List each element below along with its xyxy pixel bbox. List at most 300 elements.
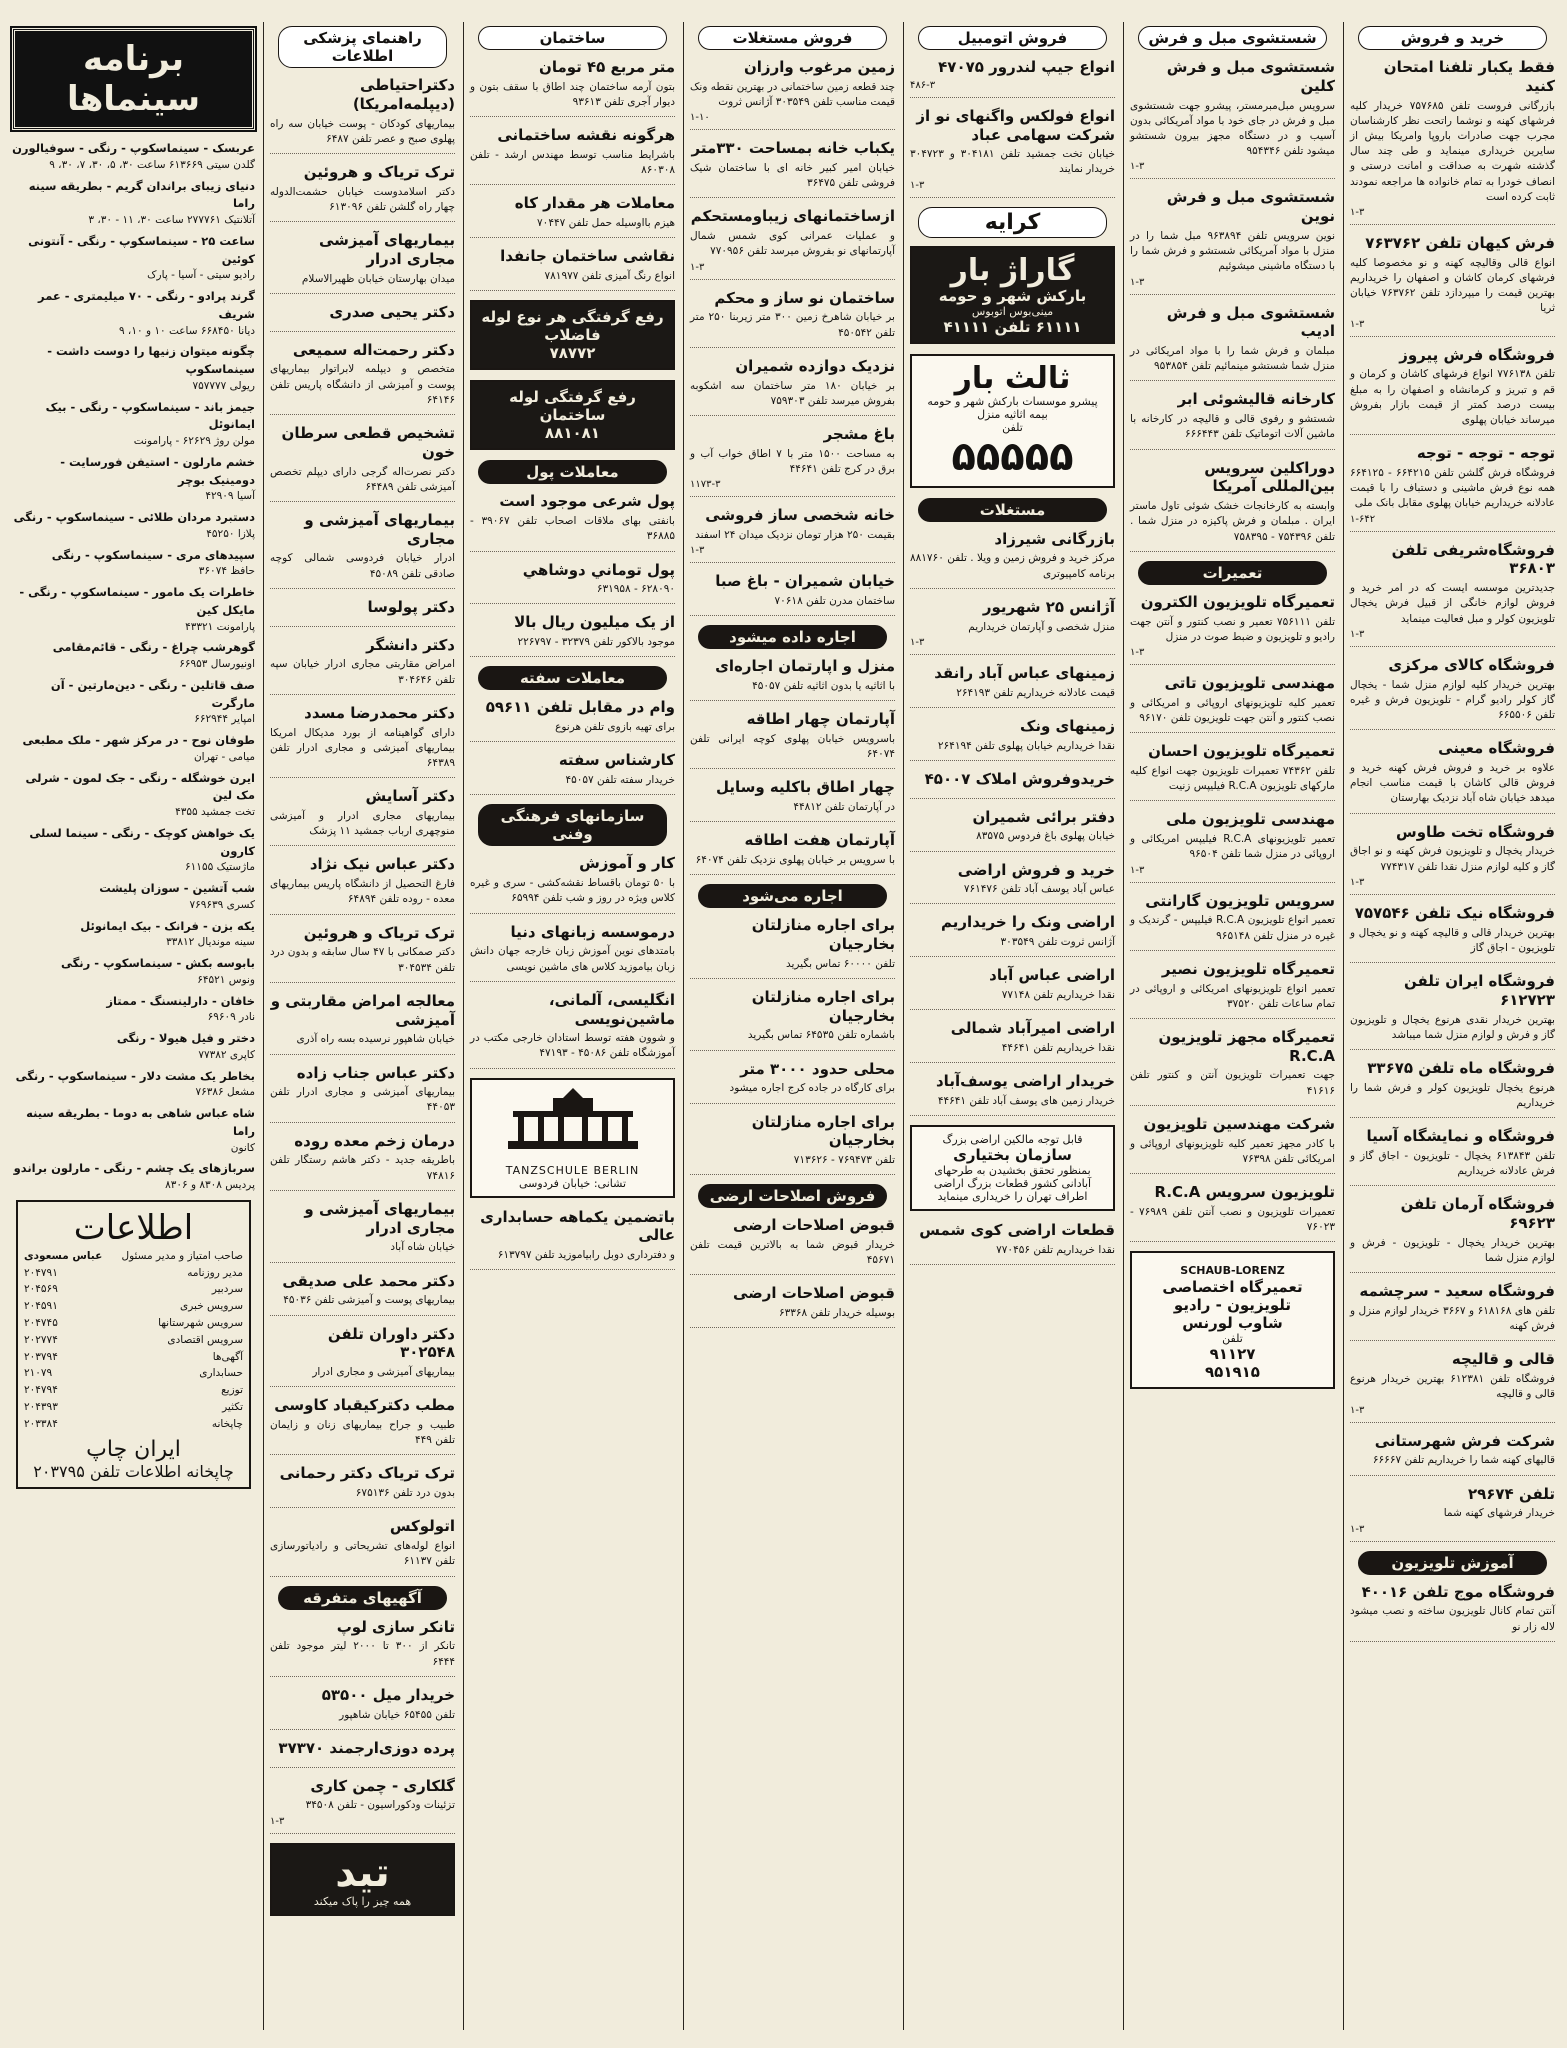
ad-body: چند قطعه زمین ساختمانی در بهترین نقطه ونک قیمت مناسب تلفن ۳۰۳۵۴۹ آژانس ثروت: [690, 80, 895, 108]
bakhtiari-name: سازمان بختیاری: [953, 1146, 1072, 1165]
ad-code: ۱-۳: [1350, 318, 1365, 330]
movie-title: خشم مارلون - استیفن فورسایت - دومینیک بوچر: [60, 454, 255, 487]
ad: [1350, 656, 1555, 730]
cinema-entry: [12, 1068, 255, 1102]
movie-title: خافان - دارلینسنگ - ممتاز: [106, 993, 255, 1008]
staff-row: [24, 1248, 243, 1265]
movie-showtimes: میامی - تهران: [193, 750, 255, 763]
staff-phone: ۲۰۴۵۶۹: [24, 1283, 58, 1296]
ad-body: باسرویس خیابان پهلوی کوچه ایرانی تلفن ۶۴۰۷۴: [690, 732, 895, 760]
movie-showtimes: پارامونت ۴۳۳۲۱: [185, 620, 255, 633]
ads-list: [690, 916, 895, 1175]
ettelaat-box: [16, 1200, 251, 1489]
ad-body: بانفتی بهای ملاقات اصحاب تلفن ۳۹۰۶۷ - ۳۶۸۸۵: [470, 515, 675, 543]
staff-role: حسابداری: [199, 1367, 243, 1380]
ad: [1350, 346, 1555, 436]
ad-title: مهندسی تلویزیون ملی: [1166, 810, 1335, 829]
ad-body: خیابان پهلوی باغ فردوس ۸۳۵۷۵: [976, 830, 1115, 843]
ad-body: آژانس ثروت تلفن ۳۰۳۵۴۹: [1000, 936, 1115, 949]
ad-title: زمینهای ونک: [1020, 716, 1115, 735]
ad-code: ۱-۳: [270, 1815, 285, 1827]
ad-body: تزئینات ودکوراسیون - تلفن ۳۴۵۰۸: [305, 1799, 455, 1812]
ad-code: ۱-۳: [690, 545, 705, 557]
ads-list: [270, 76, 455, 1577]
brand-phone1: ۹۱۱۲۷: [1209, 1345, 1256, 1364]
movie-showtimes: مولن روژ ۶۲۶۲۹ - پارامونت: [133, 435, 255, 447]
ad-title: فروشگاه فرش پیروز: [1399, 345, 1555, 364]
ad: [910, 1019, 1115, 1063]
ad-title: گلکاری - چمن کاری: [310, 1776, 455, 1795]
ads-list: [470, 854, 675, 1068]
ad: [1130, 742, 1335, 801]
ad: [1350, 739, 1555, 813]
ad: [470, 58, 675, 117]
ad-title: فرش کیهان تلفن ۷۶۳۷۶۲: [1365, 234, 1555, 253]
staff-row: [24, 1382, 243, 1399]
garage-line2: مینی‌بوس اتوبوس: [971, 304, 1054, 318]
ad-body: خیابان امیر کبیر خانه ای با ساختمان شیک فروشی تلفن ۳۶۴۷۵: [690, 161, 895, 190]
ad-title: خریدوفروش املاک ۴۵۰۰۷: [924, 769, 1115, 788]
ad: [690, 207, 895, 279]
ad: [1130, 593, 1335, 665]
movie-title: سربازهای یک چشم - رنگی - مارلون براندو: [13, 1161, 255, 1176]
ad-code: ۱-۳: [910, 179, 925, 191]
ad-body: تلفن ۶۱۳۸۴۳ یخچال - تلویزیون - اجاق گاز و فرش عادلانه خریداریم: [1350, 1149, 1555, 1178]
ad: [270, 1200, 455, 1263]
ad-title: از یک میلیون ریال بالا: [514, 613, 675, 632]
ad-body: فروشگاه فرش گلشن تلفن ۶۶۴۲۱۵ - ۶۶۴۱۲۵ همه نوع فرش ماشینی و دستباف را با قیمت عادلانه خریداریم خیابان پهلوی مقابل بانک ملی: [1350, 467, 1556, 510]
ad-title: دکتر یحیی صدری: [329, 302, 455, 321]
ad: [1350, 1282, 1555, 1341]
ad-body: و شوون هفته توسط استادان خارجی مکتب در آموزشگاه تلفن ۴۵۰۸۶ - ۴۷۱۹۳: [470, 1032, 675, 1060]
ad: [910, 770, 1115, 799]
ad-body: نقدا خریداریم تلفن ۷۷۱۴۸: [1001, 989, 1115, 1002]
section-header-land-reform: فروش اصلاحات ارضی: [698, 1184, 887, 1208]
brand-phone2: ۹۵۱۹۱۵: [1205, 1363, 1260, 1382]
cinema-entry: [12, 1030, 255, 1064]
ad: [1130, 1183, 1335, 1242]
ad: [690, 58, 895, 130]
ad-title: دکتر عباس نیک نژاد: [309, 855, 455, 874]
movie-title: سپیدهای مری - سینماسکوپ - رنگی: [51, 547, 255, 562]
ad: [1350, 904, 1555, 963]
staff-role: صاحب امتیاز و مدیر مسئول: [121, 1249, 243, 1262]
section-header-money: معاملات پول: [478, 460, 667, 484]
ad-title: فروشگاه نیک تلفن ۷۵۷۵۴۶: [1354, 903, 1555, 922]
ad-body: سرویس مبل‌مبرمستر، پیشرو جهت شستشوی مبل و فرش در جای خود با مواد آمریکائی بدون آسیب و در دستگاه مجهز بیرون شستشو میشود تلفن ۹۵۴۳۴۶: [1130, 99, 1335, 158]
ad: [270, 1272, 455, 1316]
ad: [1350, 972, 1555, 1050]
ad-body: و دفترداری دوبل رابیاموزید تلفن ۶۱۳۷۹۷: [497, 1249, 675, 1262]
section-header-building: ساختمان: [478, 26, 667, 50]
ad-title: بازرگانی شیرزاد: [994, 529, 1115, 548]
ad-body: با کادر مجهز تعمیر کلیه تلویزیونهای اروپائی و امریکائی تلفن ۷۶۳۹۸: [1130, 1137, 1335, 1165]
ad-body: خیابان تخت جمشید تلفن ۳۰۴۱۸۱ و ۳۰۴۷۲۳ خریدار نمایند: [910, 148, 1115, 176]
ads-list: [690, 657, 895, 875]
cinema-entry: [12, 584, 255, 635]
ad-body: خریدار قبوض شما به بالاترین قیمت تلفن ۴۵۶۷۱: [690, 1239, 895, 1267]
ad-body: تلفن ۶۰۰۰۰ تماس بگیرید: [785, 957, 895, 970]
third-bar-box: [910, 354, 1115, 488]
movie-title: شب آتشین - سوزان پلیشت: [99, 881, 255, 895]
ad-title: آپارتمان هفت اطاقه: [744, 831, 895, 850]
staff-row: [24, 1399, 243, 1416]
ettelaat-logo: اطلاعات: [73, 1207, 194, 1248]
ad: [690, 710, 895, 769]
movie-title: دختر و فیل هیولا - رنگی: [116, 1031, 255, 1045]
ad-body: باشرایط مناسب توسط مهندس ارشد - تلفن ۸۶۰۳۰۸: [470, 148, 675, 177]
ad-title: پول توماني دوشاهي: [522, 560, 675, 579]
ad: [270, 1464, 455, 1508]
staff-row: [24, 1281, 243, 1298]
ad: [690, 988, 895, 1051]
ad-title: دکتر پولوسا: [367, 597, 455, 616]
ad: [1350, 1059, 1555, 1118]
movie-title: ساعت ۲۵ - سینماسکوپ - رنگی - آنتونی کوئین: [28, 233, 255, 266]
ad-title: اراضی ونک را خریداریم: [941, 913, 1115, 932]
staff-phone: ۲۰۲۷۷۴: [24, 1333, 58, 1346]
brand-line3: شاوب لورنس: [1182, 1314, 1283, 1333]
ad-title: برای اجاره منازلتان بخارجیان: [751, 1112, 895, 1150]
cinema-entry: [12, 880, 255, 914]
ad-body: فروشگاه تلفن ۶۱۲۳۸۱ بهترین خریدار هرنوع قالی و قالیچه: [1350, 1373, 1555, 1401]
ad-title: تلفن ۲۹۶۷۴: [1467, 1484, 1555, 1503]
ad-body: با اثاثیه یا بدون اثاثیه تلفن ۴۵۰۵۷: [752, 679, 895, 692]
drain-phone-2: ۸۸۱۰۸۱: [545, 424, 600, 443]
ad-body: خیابان شاهپور نرسیده بسه راه آذری: [296, 1033, 455, 1046]
movie-showtimes: تخت جمشید ۴۳۵۵: [175, 806, 255, 818]
ad: [690, 425, 895, 497]
ad: [1130, 810, 1335, 882]
movie-showtimes: پلازا ۴۵۲۵۰: [206, 527, 255, 540]
ads-list: [1350, 58, 1555, 1542]
staff-phone: ۲۰۴۷۹۱: [24, 1266, 58, 1279]
section-header-misc: آگهیهای متفرقه: [278, 1586, 447, 1610]
ad-body: برای کارگاه در جاده کرج اجاره میشود: [729, 1082, 895, 1095]
ad-title: دکتر محمدرضا مسدد: [304, 703, 455, 722]
ad-body: موجود بالاکور تلفن ۳۲۳۷۹ - ۲۲۶۷۹۷: [517, 636, 675, 649]
ad: [910, 1072, 1115, 1116]
ad-title: فروشگاه سعید - سرچشمه: [1359, 1282, 1555, 1301]
movie-showtimes: نادر ۶۹۶۰۹: [207, 1011, 255, 1024]
ads-list: [470, 58, 675, 291]
ad-title: کار و آموزش: [579, 854, 675, 873]
ad-body: تعمیر کلیه تلویزیونهای اروپائی و امریکائی و نصب کنتور و آنتن جهت تلویزیون تلفن ۹۶۱۷۰: [1130, 696, 1335, 724]
cinema-entry: [12, 1105, 255, 1156]
ad: [270, 341, 455, 415]
movie-title: بخاطر یک مشت دلار - سینماسکوپ - رنگی: [15, 1068, 255, 1083]
ad-body: تلفن های ۶۱۸۱۶۸ و ۳۶۶۷ خریدار لوازم منزل و فرش کهنه: [1350, 1305, 1555, 1333]
cinema-entry: [12, 1160, 255, 1194]
ad: [1350, 1583, 1555, 1642]
garage-phone: ۶۱۱۱۱ تلفن ۴۱۱۱۱: [943, 317, 1082, 336]
ad-body: تعمیر انواع تلویزیون R.C.A فیلیپس - گرندیک و غیره در منزل تلفن ۹۶۵۱۴۸: [1130, 914, 1335, 942]
garage-title: گاراژ بار: [950, 252, 1075, 288]
ad: [470, 751, 675, 795]
ad-title: دکتر رحمت‌اله سمیعی: [292, 340, 455, 359]
ad-body: باشماره تلفن ۶۴۵۳۵ تماس بگیرید: [747, 1029, 895, 1042]
staff-phone: ۲۰۴۷۹۴: [24, 1384, 58, 1397]
ad-body: هرنوع یخچال تلویزیون کولر و فرش شما را خریداریم: [1350, 1081, 1555, 1109]
ad: [910, 966, 1115, 1010]
tanzschule-name: TANZSCHULE BERLIN: [505, 1163, 640, 1177]
ad-body: قیمت عادلانه خریداریم تلفن ۲۶۴۱۹۳: [956, 686, 1115, 699]
bakhtiari-box: [910, 1125, 1115, 1211]
staff-role: تکثیر: [222, 1400, 243, 1413]
third-line1: پیشرو موسسات بارکش شهر و حومه: [927, 394, 1098, 408]
cinema-entry: [12, 677, 255, 728]
ad-title: ساختمان نو ساز و محکم: [714, 288, 895, 307]
ad: [1350, 234, 1555, 337]
ad-title: فروشگاه تخت طاوس: [1396, 822, 1555, 841]
ad: [1350, 1127, 1555, 1186]
ad-title: مطب دکترکیقباد کاوسی: [274, 1396, 455, 1415]
cinema-entry: [12, 454, 255, 505]
ad-title: دکتر آسایش: [365, 787, 455, 806]
ad-code: ۱-۳: [1130, 276, 1145, 288]
ad-title: باتضمین یکماهه حسابداری عالی: [480, 1207, 675, 1245]
movie-title: یک خواهش کوچک - رنگی - سینما لسلی کارون: [29, 825, 255, 858]
ad-title: مهندسی تلویزیون تاتی: [1164, 674, 1335, 692]
ad-body: دکتر نصرت‌اله گرجی دارای دیپلم تخصص آمیزشی تلفن ۶۴۴۸۹: [270, 465, 455, 493]
staff-row: [24, 1298, 243, 1315]
third-phone: ۵۵۵۵۵: [951, 433, 1074, 480]
ad-code: ۱-۳: [1350, 1404, 1365, 1416]
ad: [1350, 1485, 1555, 1542]
ad-title: برای اجاره منازلتان بخارجیان: [751, 987, 895, 1025]
staff-phone: ۲۱۰۷۹: [24, 1367, 53, 1380]
section-header-property: فروش مستغلات: [698, 26, 887, 50]
staff-row: [24, 1315, 243, 1332]
ad: [910, 717, 1115, 761]
cinema-list: [12, 140, 255, 1194]
column-cleaning: [1123, 22, 1341, 2030]
ad-body: بهترین خریدار یخچال - تلویزیون - فرش و لوازم منزل شما: [1350, 1236, 1555, 1265]
ad-body: انواع رنگ آمیزی تلفن ۷۸۱۹۷۷: [544, 270, 675, 283]
ad-title: ترک تریاک و هروئین: [303, 162, 455, 181]
ad-body: قالیهای کهنه شما را خریداریم تلفن ۶۶۶۶۷: [1372, 1454, 1555, 1467]
ad-body: تلفن ۶۵۴۵۵ خیابان شاهپور: [339, 1708, 455, 1721]
ad-body: بر خیابان ۱۸۰ متر ساختمان سه اشکوبه بفروش میرسد تلفن ۷۵۹۳۰۳: [690, 379, 895, 407]
schaub-lorenz-box: [1130, 1251, 1335, 1389]
ad-title: اتولوکس: [389, 1517, 455, 1536]
ad: [270, 855, 455, 914]
printer-sub: چاپخانه اطلاعات تلفن ۲۰۳۷۹۵: [33, 1461, 234, 1481]
ad: [690, 1284, 895, 1328]
movie-showtimes: حافظ ۳۶۰۷۴: [198, 565, 255, 578]
ad-body: میدان بهارستان خیابان ظهیرالاسلام: [301, 272, 455, 285]
ad-body: خریدار یخچال و تلویزیون فرش کهنه و نو اجاق گاز و کلیه لوازم منزل نقدا تلفن ۷۷۴۳۱۷: [1350, 845, 1555, 873]
staff-phone: ۲۰۴۵۹۱: [24, 1300, 58, 1313]
ad-body: امراض مقاربتی مجاری ادرار خیابان سپه تلفن ۳۰۴۶۴۶: [270, 658, 455, 686]
ad: [1350, 1350, 1555, 1422]
ads-list: [690, 58, 895, 616]
ad-title: وام در مقابل تلفن ۵۹۶۱۱: [485, 698, 675, 717]
staff-row: [24, 1416, 243, 1433]
ad: [470, 247, 675, 291]
column-sales: [1343, 22, 1561, 2030]
ad-body: ادرار خیابان فردوسی شمالی کوچه صادقی تلفن ۴۵۰۸۹: [270, 552, 455, 580]
ad-code: ۱-۳: [1350, 876, 1365, 888]
ad-code: ۴۸۶-۳: [910, 79, 936, 91]
ad: [270, 636, 455, 695]
movie-title: یکه بزن - فرانک - بیک ایمانوئل: [80, 918, 255, 933]
ad: [270, 1396, 455, 1455]
ad-code: ۱۱۷۳-۳: [690, 479, 721, 491]
movie-title: شاه عباس شاهی به دوما - بطریقه سینه راما: [26, 1106, 255, 1138]
ad: [270, 1739, 455, 1768]
ad-title: کارشناس سفته: [558, 751, 675, 770]
ad: [470, 991, 675, 1069]
section-header-estate: مستغلات: [918, 498, 1107, 522]
ad-title: توجه - توجه - توجه: [1416, 444, 1555, 463]
ad: [270, 704, 455, 778]
ad: [470, 126, 675, 185]
tide-box: [270, 1843, 455, 1916]
ad-title: فروشگاه‌شریفی تلفن ۳۶۸۰۳: [1391, 540, 1555, 578]
ad-code: ۱-۳: [690, 261, 705, 273]
cinema-entry: [12, 639, 255, 673]
staff-phone: ۲۰۳۷۹۴: [24, 1350, 58, 1363]
ad: [910, 808, 1115, 852]
ad-body: و عملیات عمرانی کوی شمس شمال آپارتمانهای نو بفروش میرسد تلفن ۷۷۰۹۵۶: [690, 230, 895, 258]
section-header-tv: آموزش تلویزیون: [1358, 1551, 1547, 1575]
brand-line2: تلویزیون - رادیو: [1173, 1296, 1292, 1315]
ad-title: دوراکلین سرویس بین‌المللی آمریکا: [1204, 458, 1335, 496]
ad-body: تلفن ۷۶۹۴۷۳ - ۷۱۳۶۲۶: [793, 1154, 895, 1167]
ad-body: بتون آرمه ساختمان چند اطاق با سقف بتون و دیوار آجری تلفن ۹۳۶۱۳: [470, 80, 675, 108]
cinema-entry: [12, 955, 255, 989]
ad: [270, 598, 455, 627]
brand-line1: تعمیرگاه اختصاصی: [1162, 1278, 1303, 1297]
ad-title: فروشگاه معینی: [1438, 739, 1555, 758]
drain-title-2: رفع گرفتگی لوله ساختمان: [509, 388, 636, 425]
movie-title: عربسک - سینماسکوپ - رنگی - سوفیالورن: [12, 141, 255, 155]
movie-title: چگونه میتوان زنیها را دوست داشت - سینماسکوپ: [47, 344, 255, 376]
ad-body: خریدار زمین های یوسف آباد تلفن ۴۴۶۴۱: [937, 1095, 1115, 1108]
ad-code: ۱-۶۴۲: [1350, 513, 1376, 525]
ad-body: هیزم بااوسیله حمل تلفن ۷۰۴۴۷: [537, 217, 675, 230]
ad: [470, 492, 675, 551]
cinema-entry: [12, 288, 255, 339]
ad-body: وابسته به کارخانجات خشک شوئی تاول ماستر ایران . مبلمان و فرش پاکیزه در منزل شما . تلفن ۷۵۴۳۹۶ - ۷۵۸۳۹۵: [1130, 500, 1335, 543]
ad-title: ترک تریاک دکتر رحمانی: [279, 1464, 455, 1483]
staff-role: آگهی‌ها: [212, 1350, 243, 1363]
ad: [690, 506, 895, 563]
staff-row: [24, 1365, 243, 1382]
cinema-entry: [12, 547, 255, 581]
movie-showtimes: مشعل ۷۶۳۸۶: [195, 1086, 255, 1099]
section-header-medical: راهنمای پزشکی اطلاعات: [278, 26, 447, 68]
ad: [1130, 459, 1335, 552]
movie-showtimes: دیانا ۶۶۸۴۵۰ ساعت ۱۰ و ۱۰، ۹: [118, 324, 255, 337]
drain-box-1: [470, 300, 675, 370]
staff-phone: ۲۰۴۷۴۵: [24, 1316, 58, 1329]
ad-title: فروشگاه آرمان تلفن ۶۹۶۲۳: [1400, 1195, 1555, 1233]
ad: [270, 992, 455, 1055]
ad: [1350, 58, 1555, 225]
ad-body: بیماریهای مجاری ادرار و آمیزشی منوچهری ارباب جمشید ۱۱ پزشک: [270, 809, 455, 838]
movie-title: بابوسه بکش - سینماسکوپ - رنگی: [60, 956, 255, 970]
column-building: [463, 22, 681, 2030]
ad: [1130, 188, 1335, 294]
ad-body: انواع قالی وقالیچه کهنه و نو مخصوصا کلیه فرشهای کرمان کاشان و اصفهان را خریداریم بهترین قیمت را میپردازد تلفن ۷۶۳۷۶۲ خیابان ثریا: [1350, 256, 1555, 315]
tanzschule-address: تشانی: خیابان فردوسی: [518, 1176, 627, 1190]
staff-role: توزیع: [221, 1384, 243, 1397]
movie-showtimes: امپایر ۶۶۲۹۴۴: [194, 713, 255, 726]
ad: [690, 778, 895, 822]
staff-role: سرویس اقتصادی: [167, 1333, 243, 1346]
ad-code: ۱-۳: [1130, 864, 1145, 876]
ad-title: فروشگاه و نمایشگاه آسیا: [1366, 1127, 1555, 1146]
staff-role: چاپخانه: [211, 1417, 243, 1430]
ad-body: فارغ التحصیل از دانشگاه پاریس بیماریهای معده - روده تلفن ۶۴۸۹۴: [270, 878, 455, 906]
staff-row: [24, 1265, 243, 1282]
section-header-repairs: تعمیرات: [1138, 561, 1327, 585]
ad-body: خریدار فرشهای کهنه شما: [1443, 1507, 1555, 1520]
staff-role: سرویس شهرستانها: [158, 1316, 243, 1329]
ad-body: بهترین خریدار کلیه لوازم منزل شما - یخچال گاز کولر رادیو گرام - تلویزیون فرش و غیره تلفن ۶۶۵۵۰۶: [1350, 678, 1555, 722]
ad-title: آپارتمان چهار اطاقه: [746, 710, 895, 729]
ads-list: [1130, 593, 1335, 1242]
ad-title: چهار اطاق باکلیه وسایل: [715, 778, 895, 797]
staff-row: [24, 1332, 243, 1349]
ad: [1350, 541, 1555, 647]
ad-body: شستشو و رفوی قالی و قالیچه در کارخانه با ماشین آلات اتوماتیک تلفن ۶۶۶۴۴۳: [1130, 413, 1335, 441]
ad-title: برای اجاره منازلتان بخارجیان: [751, 916, 895, 953]
ad-body: تلفن ۷۷۶۱۳۸ انواع فرشهای کاشان و کرمان و قم و تبریز و کرمانشاه و اصفهان را به مبلغ بیست درصد کمتر از قیمت بازار بفروش میرساند خیابان پهلوی: [1350, 368, 1556, 427]
ad-body: تانکر از ۳۰۰ تا ۲۰۰۰ لیتر موجود تلفن ۶۴۴۴: [270, 1640, 455, 1668]
ad-body: نقدا خریداریم تلفن ۴۴۶۴۱: [1001, 1042, 1115, 1055]
cinema-entry: [12, 770, 255, 821]
ad-body: نقدا خریداریم تلفن ۷۷۰۴۵۶: [996, 1244, 1115, 1257]
ad: [690, 916, 895, 979]
ad-body: بر خیابان شاهرخ زمین ۳۰۰ متر زیربنا ۲۵۰ متر تلفن ۴۵۰۵۴۲: [690, 311, 895, 339]
ad-body: متخصص و دیپلمه لابراتوار بیماریهای پوست و آمیزشی از دانشگاه پاریس تلفن ۶۴۱۴۶: [270, 363, 455, 406]
ad-body: دارای گواهینامه از بورد مدیکال امریکا بیماریهای آمیزشی و مجاری ادرار تلفن ۶۴۳۸۹: [270, 726, 455, 769]
cinema-entry: [12, 825, 255, 876]
ad-title: شستشوی مبل و فرش ادیب: [1166, 303, 1335, 341]
staff-name: عباس مسعودی: [24, 1249, 103, 1262]
ad: [1350, 1432, 1555, 1476]
ad: [1350, 444, 1555, 531]
ad: [910, 530, 1115, 589]
ad-title: بیماریهای آمیزشی و مجاری ادرار: [304, 1199, 455, 1237]
ad-title: انواع فولکس واگنهای نو از شرکت سهامی عباد: [916, 106, 1115, 144]
ad: [270, 76, 455, 154]
ad-title: تانکر سازی لوپ: [336, 1617, 455, 1636]
third-line2: بیمه اثاثیه منزل: [977, 407, 1048, 421]
movie-title: خاطرات یک مامور - سینماسکوپ - رنگی - مایکل کین: [19, 585, 255, 617]
ad-title: اراضی امیرآباد شمالی: [950, 1019, 1115, 1038]
ad-body: جدیدترین موسسه ایست که در امر خرید و فروش لوازم خانگی از قبیل فرش یخچال تلویزیون کولر و مبل فعالیت مینماید: [1350, 582, 1555, 625]
section-header-for-rent: اجاره داده میشود: [698, 625, 887, 649]
ad-body: به مساحت ۱۵۰۰ متر با ۷ اطاق خواب آب و برق در کرج تلفن ۴۴۶۴۱: [690, 447, 895, 475]
ad: [270, 1686, 455, 1730]
ad: [470, 613, 675, 657]
ad: [470, 923, 675, 982]
bakhtiari-title: قابل توجه مالکین اراضی بزرگ: [942, 1133, 1083, 1147]
ad-body: انواع لوله‌های تشریحاتی و رادیاتورسازی تلفن ۶۱۱۳۷: [270, 1540, 455, 1568]
ad: [1130, 674, 1335, 733]
ad: [690, 1216, 895, 1275]
ad-title: نقاشی ساختمان جانفدا: [500, 247, 675, 266]
staff-role: سرویس خبری: [180, 1300, 243, 1313]
ad: [270, 1777, 455, 1834]
ad-body: بقیمت ۲۵۰ هزار تومان نزدیک میدان ۲۴ اسفند: [695, 528, 895, 541]
ad-title: تشخیص قطعی سرطان خون: [281, 424, 455, 461]
ad-body: عباس آباد یوسف آباد تلفن ۷۶۱۴۷۶: [963, 883, 1115, 896]
